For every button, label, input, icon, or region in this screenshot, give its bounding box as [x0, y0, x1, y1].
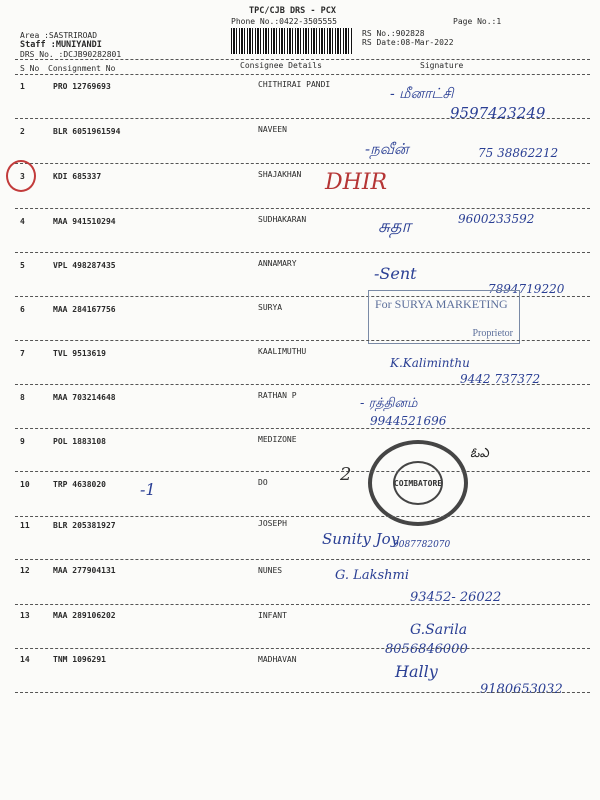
- row-signature-phone: 9597423249: [450, 104, 546, 122]
- row-signature-phone: 9944521696: [370, 414, 447, 428]
- row-divider: [15, 340, 590, 341]
- row-signature: சுதா: [378, 216, 411, 237]
- row-divider: [15, 118, 590, 119]
- row-sno: 1: [20, 82, 25, 91]
- row-consignee: ANNAMARY: [258, 259, 297, 268]
- staff-label: Staff :MUNIYANDI: [20, 40, 102, 50]
- row-signature: - மீனாட்சி: [390, 86, 454, 102]
- row-consignee: MEDIZONE: [258, 435, 297, 444]
- row-signature: - ரத்தினம்: [360, 396, 418, 411]
- row-divider: [15, 163, 590, 164]
- row-sno: 14: [20, 655, 30, 664]
- row-signature-phone: 8056846000: [385, 642, 468, 657]
- row-sno: 11: [20, 521, 30, 530]
- row-divider: [15, 604, 590, 605]
- row-consignee: JOSEPH: [258, 519, 287, 528]
- row-sno: 8: [20, 393, 25, 402]
- round-seal-stamp: COIMBATORE: [368, 440, 468, 526]
- row-signature: -நவீன்: [365, 140, 409, 158]
- report-title: TPC/CJB DRS - PCX: [249, 6, 336, 16]
- row-signature-phone: 9087782070: [393, 540, 451, 550]
- row-consignment: TRP 4638020: [53, 480, 106, 489]
- col-consignment: Consignment No: [48, 64, 116, 73]
- rs-date: RS Date:08-Mar-2022: [362, 38, 454, 47]
- row-signature: K.Kaliminthu: [390, 356, 470, 370]
- row-consignment: PRO 12769693: [53, 82, 111, 91]
- barcode: [231, 28, 352, 54]
- row-signature-phone: 9180653032: [480, 682, 563, 697]
- row-divider: [15, 252, 590, 253]
- row-consignment: MAA 277904131: [53, 566, 116, 575]
- row-sno: 6: [20, 305, 25, 314]
- handwritten-mark: -1: [140, 480, 156, 499]
- row-sno: 2: [20, 127, 25, 136]
- row-consignment: KDI 685337: [53, 172, 102, 181]
- area-label: Area :SASTRIROAD: [20, 31, 98, 40]
- row-signature: Sunity Joy: [322, 530, 400, 548]
- row-consignee: CHITHIRAI PANDI: [258, 80, 331, 89]
- row-divider: [15, 692, 590, 693]
- row-consignee: SHAJAKHAN: [258, 170, 302, 179]
- column-divider: [15, 74, 590, 75]
- stamp-company: For SURYA MARKETING: [375, 297, 508, 311]
- row-signature-phone: 9442 737372: [460, 372, 541, 386]
- row-sno: 13: [20, 611, 30, 620]
- row-signature-phone: 75 38862212: [478, 146, 559, 160]
- row-signature: Hally: [395, 662, 438, 681]
- header-divider: [15, 59, 590, 60]
- row-signature: DHIR: [325, 170, 388, 195]
- row-consignment: POL 1883108: [53, 437, 106, 446]
- row-divider: [15, 384, 590, 385]
- row-divider: [15, 428, 590, 429]
- row-sno: 5: [20, 261, 25, 270]
- row-sno: 3: [20, 172, 25, 181]
- phone-number: Phone No.:0422-3505555: [231, 17, 337, 26]
- row-consignment: BLR 6051961594: [53, 127, 121, 136]
- row-sno: 12: [20, 566, 30, 575]
- row-consignee: INFANT: [258, 611, 287, 620]
- row-consignee: SUDHAKARAN: [258, 215, 307, 224]
- col-details: Consignee Details: [240, 61, 322, 70]
- row-divider: [15, 559, 590, 560]
- row-consignee: SURYA: [258, 303, 283, 312]
- row-consignment: MAA 289106202: [53, 611, 116, 620]
- row-sno: 7: [20, 349, 25, 358]
- row-consignment: TNM 1096291: [53, 655, 106, 664]
- row-divider: [15, 648, 590, 649]
- col-sno: S No: [20, 64, 40, 73]
- stamp-role: Proprietor: [472, 328, 513, 339]
- col-signature: Signature: [420, 61, 464, 70]
- row-sno: 10: [20, 480, 30, 489]
- rs-number: RS No.:902828: [362, 29, 425, 38]
- row-consignment: MAA 703214648: [53, 393, 116, 402]
- handwritten-number: 2: [340, 464, 352, 485]
- row-consignment: MAA 284167756: [53, 305, 116, 314]
- row-signature: G. Lakshmi: [335, 568, 409, 583]
- row-signature: -Sent: [374, 264, 417, 283]
- row-signature-phone: 9600233592: [458, 212, 535, 226]
- row-consignee: NAVEEN: [258, 125, 287, 134]
- page-number: Page No.:1: [453, 17, 502, 26]
- drs-number: DRS No. :DCJB90282801: [20, 50, 122, 59]
- row-consignee: NUNES: [258, 566, 283, 575]
- row-consignment: TVL 9513619: [53, 349, 106, 358]
- row-divider: [15, 208, 590, 209]
- row-consignment: MAA 941510294: [53, 217, 116, 226]
- row-consignee: DO: [258, 478, 268, 487]
- row-signature: G.Sarila: [410, 622, 468, 638]
- row-sno: 9: [20, 437, 25, 446]
- row-signature-phone: 93452- 26022: [410, 590, 502, 605]
- seal-signature: ఓఎ: [470, 446, 489, 461]
- row-consignee: RATHAN P: [258, 391, 297, 400]
- row-divider: [15, 516, 590, 517]
- row-consignee: MADHAVAN: [258, 655, 297, 664]
- row-signature-phone: 7894719220: [488, 282, 565, 296]
- row-consignee: KAALIMUTHU: [258, 347, 307, 356]
- row-consignment: BLR 205381927: [53, 521, 116, 530]
- row-sno: 4: [20, 217, 25, 226]
- company-stamp: [368, 290, 520, 344]
- row-consignment: VPL 498287435: [53, 261, 116, 270]
- row-divider: [15, 471, 590, 472]
